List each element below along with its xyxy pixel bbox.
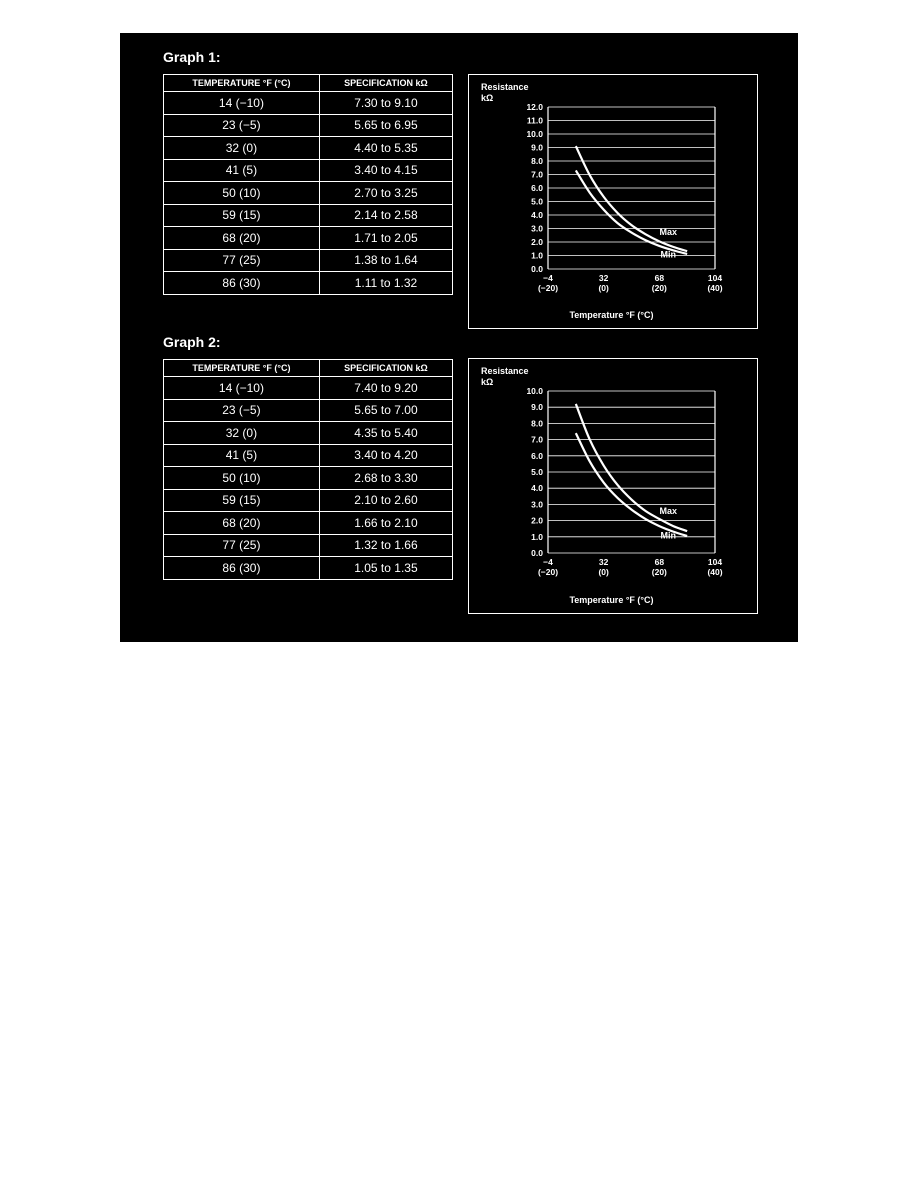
specification-cell: 1.71 to 2.05 (319, 227, 452, 250)
table-row (164, 534, 453, 557)
temperature-cell: 86 (30) (164, 272, 320, 295)
graph2-chart (468, 358, 758, 614)
y-tick-label: 1.0 (531, 250, 543, 261)
specification-cell: 5.65 to 6.95 (319, 114, 452, 137)
x-axis-label: Temperature °F (°C) (569, 595, 654, 605)
series-line-min (576, 170, 687, 254)
temperature-cell: 23 (−5) (164, 114, 320, 137)
table-row (164, 114, 453, 137)
x-tick-label-f: 68 (654, 273, 665, 283)
x-tick-label-c: (40) (707, 283, 723, 293)
temperature-cell: 14 (−10) (164, 92, 320, 115)
table-row (164, 227, 453, 250)
series-label-max: Max (659, 506, 678, 517)
x-tick-label-f: 104 (707, 273, 723, 283)
specification-cell: 2.14 to 2.58 (319, 204, 452, 227)
temperature-cell: 68 (20) (164, 512, 320, 535)
x-tick-label-c: (−20) (537, 567, 559, 577)
x-tick-label-c: (0) (598, 283, 609, 293)
x-tick-label-f: 32 (598, 557, 609, 567)
x-tick-label-f: 68 (654, 557, 665, 567)
x-tick-label-c: (20) (651, 567, 667, 577)
temperature-cell: 77 (25) (164, 249, 320, 272)
y-tick-label: 1.0 (531, 531, 543, 542)
temperature-cell: 59 (15) (164, 204, 320, 227)
table-row (164, 444, 453, 467)
table-row (164, 489, 453, 512)
temperature-header: TEMPERATURE °F (°C) (164, 75, 320, 92)
temperature-cell: 41 (5) (164, 444, 320, 467)
temperature-cell: 32 (0) (164, 137, 320, 160)
y-tick-label: 2.0 (531, 515, 543, 526)
table-row (164, 377, 453, 400)
specification-cell: 1.11 to 1.32 (319, 272, 452, 295)
table-row (164, 182, 453, 205)
temperature-cell: 59 (15) (164, 489, 320, 512)
specification-cell: 4.40 to 5.35 (319, 137, 452, 160)
x-tick-label-f: −4 (543, 557, 553, 567)
chart-svg (469, 359, 757, 613)
specification-cell: 7.30 to 9.10 (319, 92, 452, 115)
table-row (164, 249, 453, 272)
y-tick-label: 3.0 (531, 223, 543, 234)
y-tick-label: 10.0 (526, 129, 543, 139)
temperature-header: TEMPERATURE °F (°C) (164, 360, 320, 377)
y-tick-label: 6.0 (531, 183, 543, 193)
y-tick-label: 7.0 (531, 169, 543, 180)
table-row (164, 557, 453, 580)
y-axis-label: Resistance (481, 82, 529, 92)
table-row (164, 422, 453, 445)
y-tick-label: 3.0 (531, 499, 543, 510)
y-tick-label: 7.0 (531, 434, 543, 445)
table-row (164, 467, 453, 490)
x-axis-label: Temperature °F (°C) (569, 310, 654, 320)
specification-cell: 3.40 to 4.20 (319, 444, 452, 467)
y-axis-unit: kΩ (481, 93, 494, 103)
x-tick-label-f: −4 (543, 273, 553, 283)
x-tick-label-f: 104 (707, 557, 723, 567)
series-label-min: Min (660, 249, 676, 260)
y-tick-label: 0.0 (531, 548, 543, 558)
temperature-cell: 68 (20) (164, 227, 320, 250)
y-tick-label: 5.0 (531, 467, 543, 477)
graph1-spec-table (163, 74, 453, 295)
temperature-cell: 23 (−5) (164, 399, 320, 422)
y-tick-label: 6.0 (531, 450, 543, 461)
temperature-cell: 77 (25) (164, 534, 320, 557)
specification-header: SPECIFICATION kΩ (319, 360, 452, 377)
table-row (164, 512, 453, 535)
specification-cell: 5.65 to 7.00 (319, 399, 452, 422)
graph2-spec-table (163, 359, 453, 580)
temperature-cell: 50 (10) (164, 182, 320, 205)
specification-cell: 7.40 to 9.20 (319, 377, 452, 400)
y-tick-label: 2.0 (531, 237, 543, 247)
x-tick-label-f: 32 (598, 273, 609, 283)
specification-cell: 1.32 to 1.66 (319, 534, 452, 557)
specification-cell: 1.66 to 2.10 (319, 512, 452, 535)
specification-cell: 2.10 to 2.60 (319, 489, 452, 512)
specification-cell: 2.70 to 3.25 (319, 182, 452, 205)
graph1-title: Graph 1: (163, 49, 221, 65)
y-tick-label: 5.0 (531, 196, 543, 207)
specification-cell: 4.35 to 5.40 (319, 422, 452, 445)
y-tick-label: 4.0 (531, 483, 543, 494)
table-row (164, 159, 453, 182)
y-tick-label: 8.0 (531, 156, 543, 166)
y-tick-label: 11.0 (526, 115, 543, 126)
specification-cell: 1.05 to 1.35 (319, 557, 452, 580)
temperature-cell: 14 (−10) (164, 377, 320, 400)
specification-cell: 1.38 to 1.64 (319, 249, 452, 272)
table-row (164, 204, 453, 227)
y-axis-label: Resistance (481, 366, 529, 376)
temperature-cell: 50 (10) (164, 467, 320, 490)
y-tick-label: 9.0 (531, 142, 543, 153)
table-row (164, 92, 453, 115)
y-tick-label: 8.0 (531, 418, 543, 429)
y-axis-unit: kΩ (481, 377, 494, 387)
x-tick-label-c: (20) (651, 283, 667, 293)
temperature-cell: 86 (30) (164, 557, 320, 580)
x-tick-label-c: (0) (598, 567, 609, 577)
table-row (164, 137, 453, 160)
specification-cell: 3.40 to 4.15 (319, 159, 452, 182)
table-row (164, 272, 453, 295)
y-tick-label: 12.0 (526, 102, 543, 112)
y-tick-label: 9.0 (531, 402, 543, 413)
specification-header: SPECIFICATION kΩ (319, 75, 452, 92)
graph2-title: Graph 2: (163, 334, 221, 350)
graph1-chart (468, 74, 758, 329)
y-tick-label: 0.0 (531, 264, 543, 274)
temperature-cell: 32 (0) (164, 422, 320, 445)
temperature-cell: 41 (5) (164, 159, 320, 182)
y-tick-label: 4.0 (531, 210, 543, 220)
specification-cell: 2.68 to 3.30 (319, 467, 452, 490)
series-label-min: Min (660, 530, 676, 541)
figure-panel (120, 33, 798, 642)
chart-svg (469, 75, 757, 328)
x-tick-label-c: (−20) (537, 283, 559, 293)
table-row (164, 399, 453, 422)
y-tick-label: 10.0 (526, 386, 543, 396)
series-label-max: Max (659, 226, 678, 237)
x-tick-label-c: (40) (707, 567, 723, 577)
